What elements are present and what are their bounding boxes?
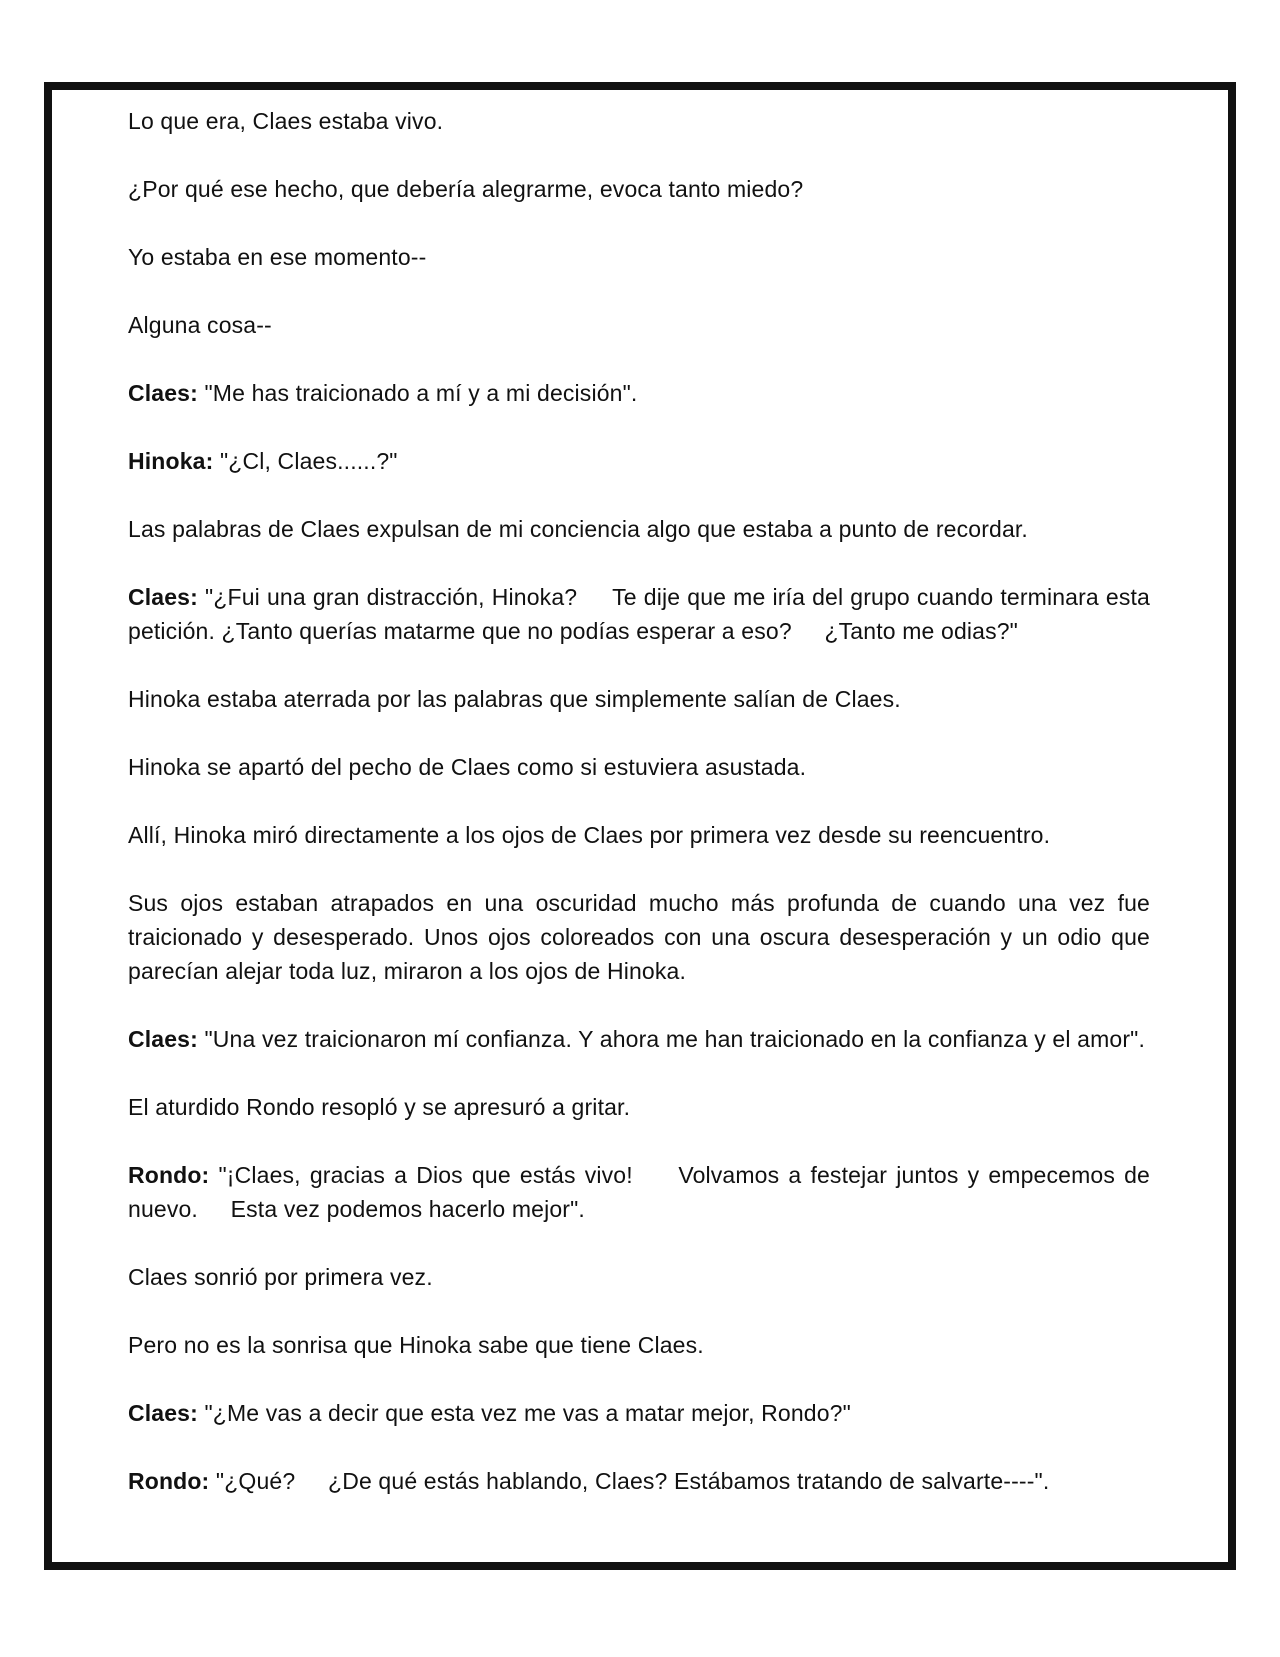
- paragraph-text: Alguna cosa--: [128, 312, 272, 338]
- paragraph: [128, 308, 1150, 342]
- paragraph: [128, 1260, 1150, 1294]
- paragraph-text: Las palabras de Claes expulsan de mi conciencia algo que estaba a punto de recordar.: [128, 516, 1028, 542]
- paragraph: [128, 240, 1150, 274]
- paragraph: [128, 818, 1150, 852]
- paragraph-text: "¿Cl, Claes......?": [213, 448, 398, 474]
- paragraph-text: Hinoka estaba aterrada por las palabras que simplemente salían de Claes.: [128, 686, 901, 712]
- paragraph-text: "¿Fui una gran distracción, Hinoka? Te dije que me iría del grupo cuando terminara esta petición. ¿Tanto querías matarme que no podías esperar a eso? ¿Tanto me odias?": [128, 584, 1157, 644]
- paragraph-text: Allí, Hinoka miró directamente a los ojos de Claes por primera vez desde su reencuentro.: [128, 822, 1051, 848]
- paragraph-text: Lo que era, Claes estaba vivo.: [128, 108, 444, 134]
- dialogue-line: [128, 580, 1157, 648]
- speaker-label: Claes:: [128, 584, 198, 610]
- paragraph-text: "Me has traicionado a mí y a mi decisión".: [197, 380, 638, 406]
- paragraph: [128, 1090, 1150, 1124]
- paragraph: [128, 172, 1150, 206]
- paragraph: [128, 682, 1150, 716]
- speaker-label: Claes:: [128, 1400, 198, 1426]
- speaker-label: Rondo:: [128, 1162, 210, 1188]
- paragraph-text: "¡Claes, gracias a Dios que estás vivo! Volvamos a festejar juntos y empecemos de nuevo. Esta vez podemos hacerlo mejor".: [128, 1162, 1157, 1222]
- paragraph-text: "Una vez traicionaron mí confianza. Y ahora me han traicionado en la confianza y el amor".: [197, 1026, 1146, 1052]
- paragraph-text: El aturdido Rondo resopló y se apresuró a gritar.: [128, 1094, 631, 1120]
- document-body: [128, 104, 1157, 1532]
- dialogue-line: [128, 1158, 1157, 1226]
- paragraph: [128, 886, 1157, 988]
- paragraph-text: ¿Por qué ese hecho, que debería alegrarme, evoca tanto miedo?: [128, 176, 804, 202]
- paragraph: [128, 512, 1150, 546]
- paragraph: [128, 104, 1150, 138]
- paragraph-text: Pero no es la sonrisa que Hinoka sabe que tiene Claes.: [128, 1332, 704, 1358]
- paragraph-text: Hinoka se apartó del pecho de Claes como si estuviera asustada.: [128, 754, 807, 780]
- paragraph: [128, 1328, 1150, 1362]
- paragraph-text: Claes sonrió por primera vez.: [128, 1264, 433, 1290]
- dialogue-line: [128, 1464, 1150, 1498]
- paragraph: [128, 750, 1150, 784]
- paragraph-text: Yo estaba en ese momento--: [128, 244, 427, 270]
- dialogue-line: [128, 376, 1150, 410]
- dialogue-line: [128, 444, 1150, 478]
- dialogue-line: [128, 1396, 1150, 1430]
- speaker-label: Claes:: [128, 380, 198, 406]
- speaker-label: Rondo:: [128, 1468, 210, 1494]
- paragraph-text: "¿Qué? ¿De qué estás hablando, Claes? Estábamos tratando de salvarte----".: [209, 1468, 1050, 1494]
- paragraph-text: Sus ojos estaban atrapados en una oscuridad mucho más profunda de cuando una vez fue traicionado y desesperado. Unos ojos coloreados con una oscura desesperación y un odio que parecían alejar toda luz, miraron a los ojos de Hinoka.: [128, 890, 1157, 984]
- paragraph-text: "¿Me vas a decir que esta vez me vas a matar mejor, Rondo?": [197, 1400, 851, 1426]
- speaker-label: Hinoka:: [128, 448, 214, 474]
- dialogue-line: [128, 1022, 1150, 1056]
- speaker-label: Claes:: [128, 1026, 198, 1052]
